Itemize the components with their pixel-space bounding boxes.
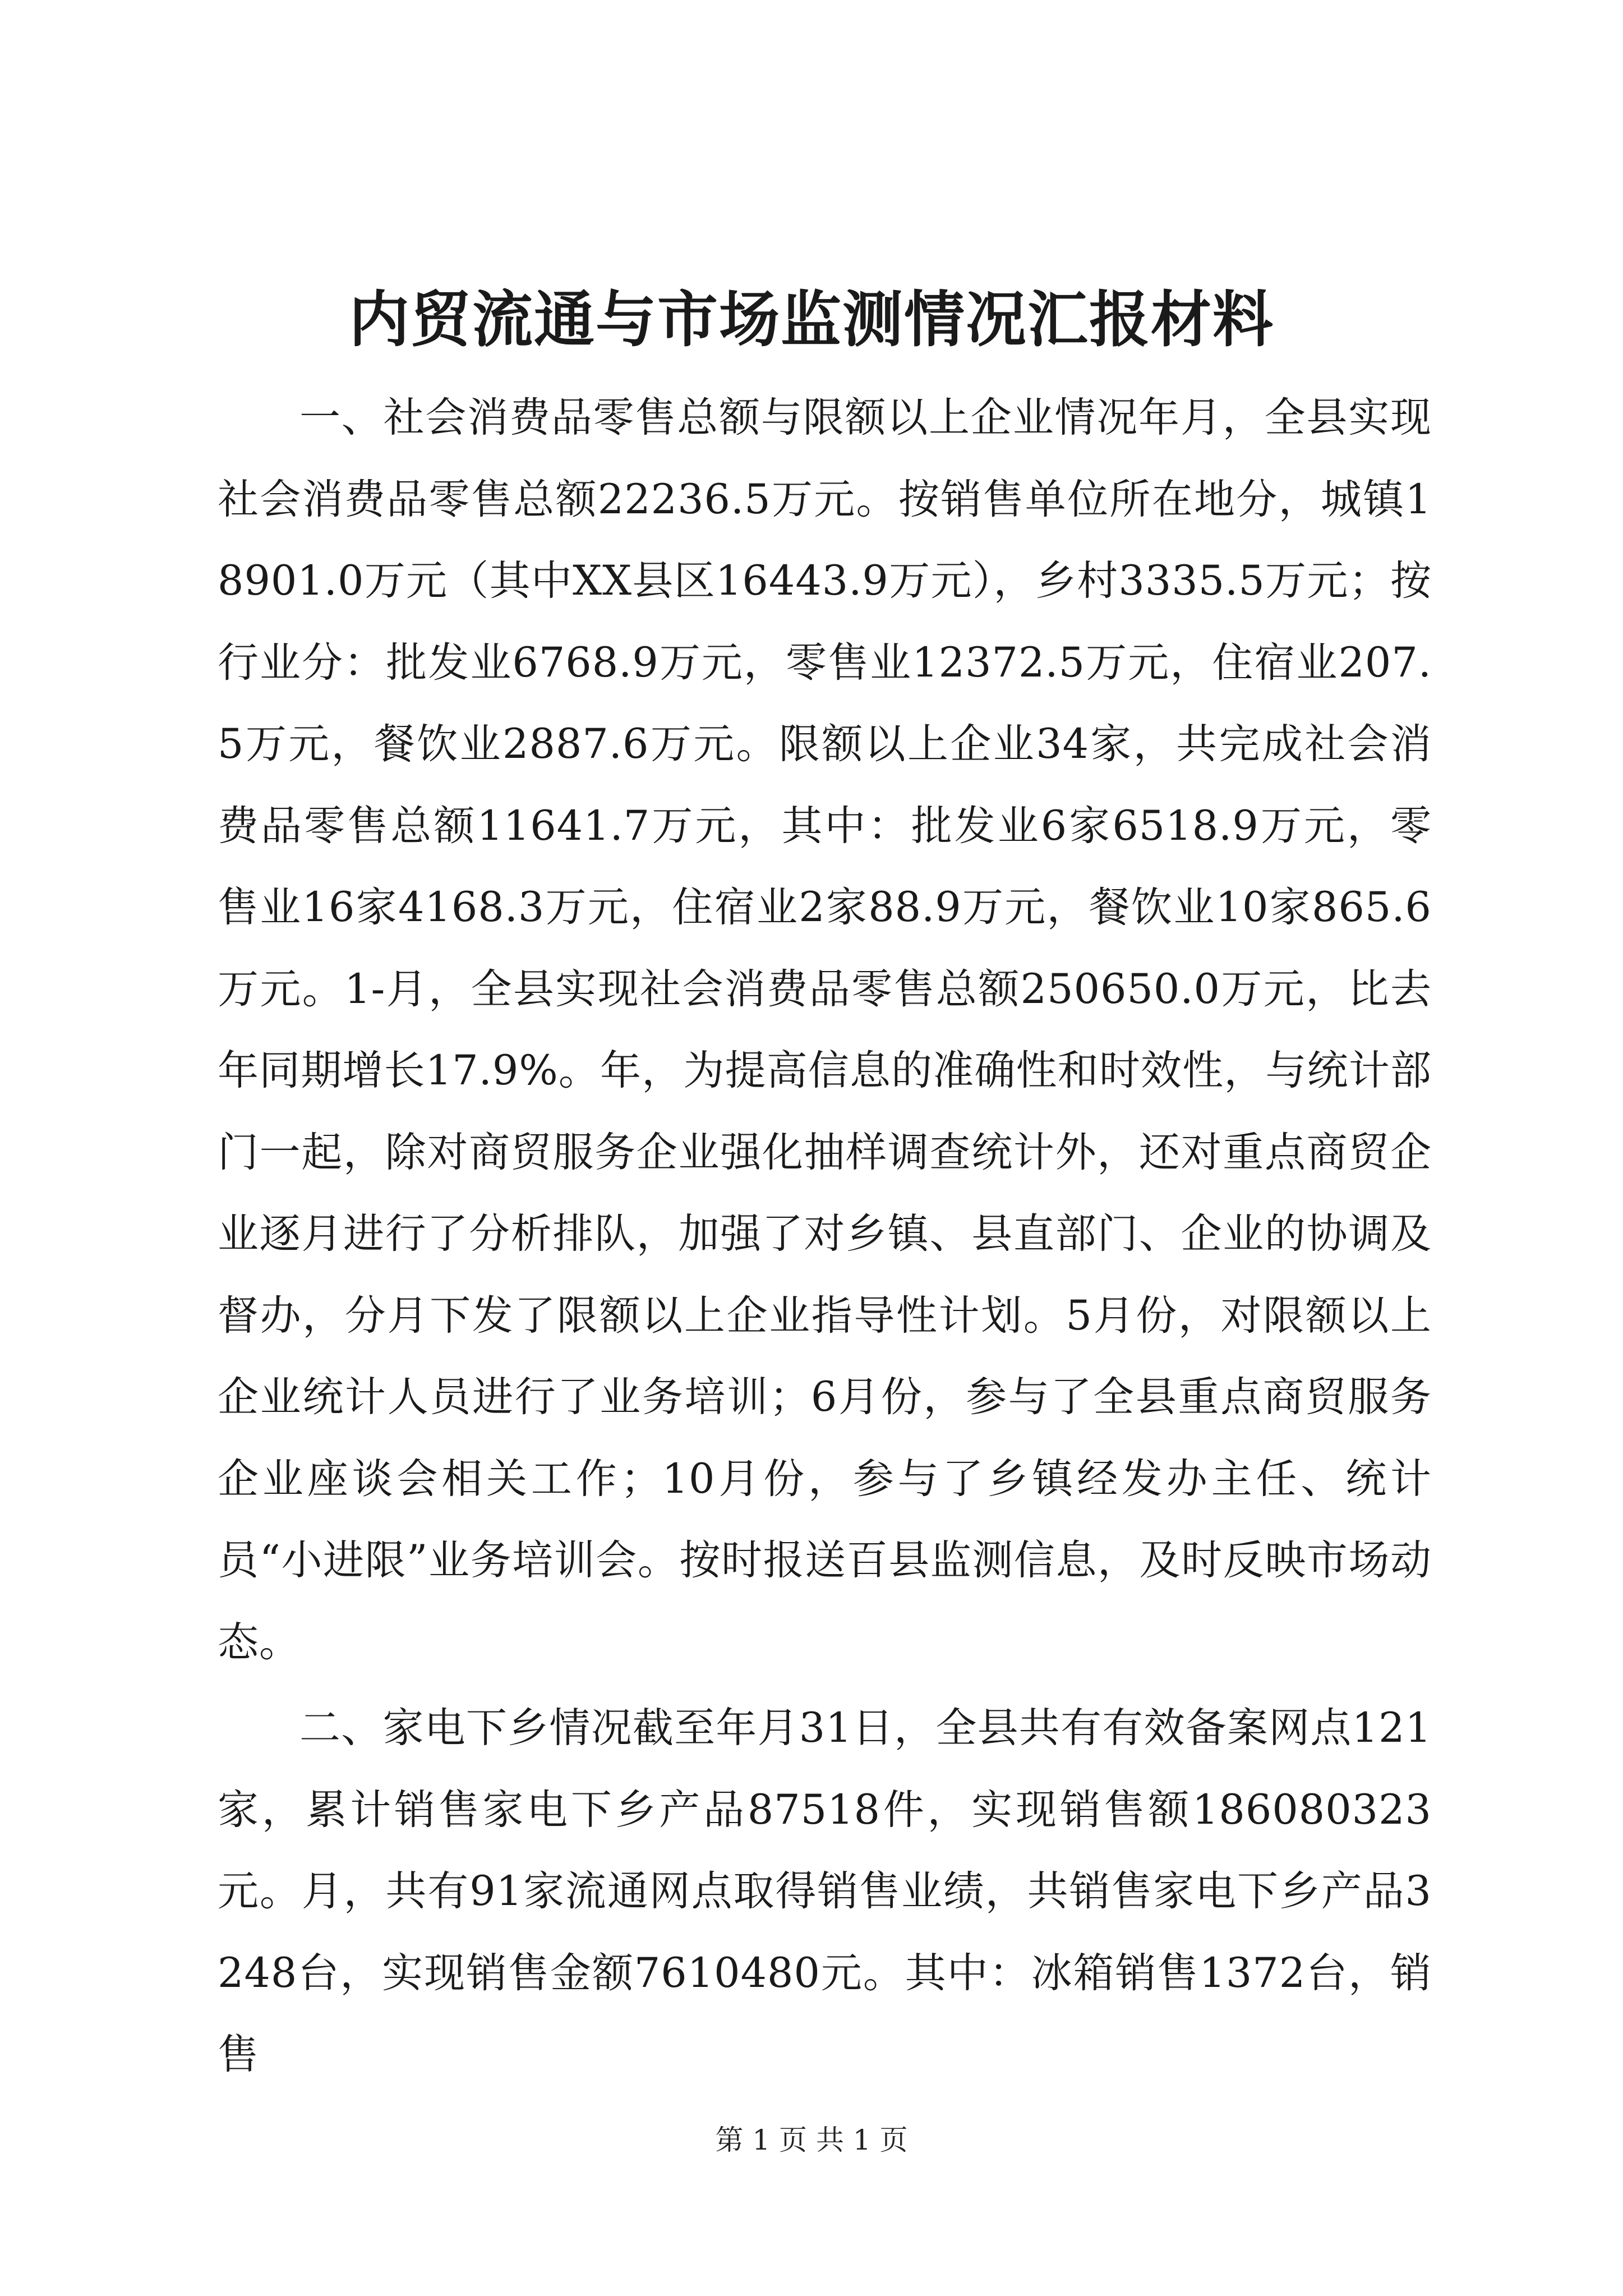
paragraph-appliances-to-countryside: 二、家电下乡情况截至年月31日，全县共有有效备案网点121家，累计销售家电下乡产品87518件，实现销售额186080323元。月，共有91家流通网点取得销售业绩，共销售家电下乡产品3248台，实现销售金额7610480元。其中：冰箱销售1372台，销售	[218, 1704, 1432, 2078]
document-title: 内贸流通与市场监测情况汇报材料	[348, 284, 1274, 355]
page-number-footer: 第 1 页 共 1 页	[715, 2124, 908, 2156]
paragraph-consumer-retail: 一、社会消费品零售总额与限额以上企业情况年月，全县实现社会消费品零售总额22236.5万元。按销售单位所在地分，城镇18901.0万元（其中XX县区16443.9万元），乡村3335.5万元；按行业分：批发业6768.9万元，零售业12372.5万元，住宿业207.5万元，餐饮业2887.6万元。限额以上企业34家，共完成社会消费品零售总额11641.7万元，其中：批发业6家6518.9万元，零售业16家4168.3万元，住宿业2家88.9万元，餐饮业10家865.6万元。1-月，全县实现社会消费品零售总额250650.0万元，比去年同期增长17.9%。年，为提高信息的准确性和时效性，与统计部门一起，除对商贸服务企业强化抽样调查统计外，还对重点商贸企业逐月进行了分析排队，加强了对乡镇、县直部门、企业的协调及督办，分月下发了限额以上企业指导性计划。5月份，对限额以上企业统计人员进行了业务培训；6月份，参与了全县重点商贸服务企业座谈会相关工作；10月份，参与了乡镇经发办主任、统计员“小进限”业务培训会。按时报送百县监测信息，及时反映市场动态。	[218, 394, 1432, 1666]
document-body	[218, 377, 1432, 2098]
